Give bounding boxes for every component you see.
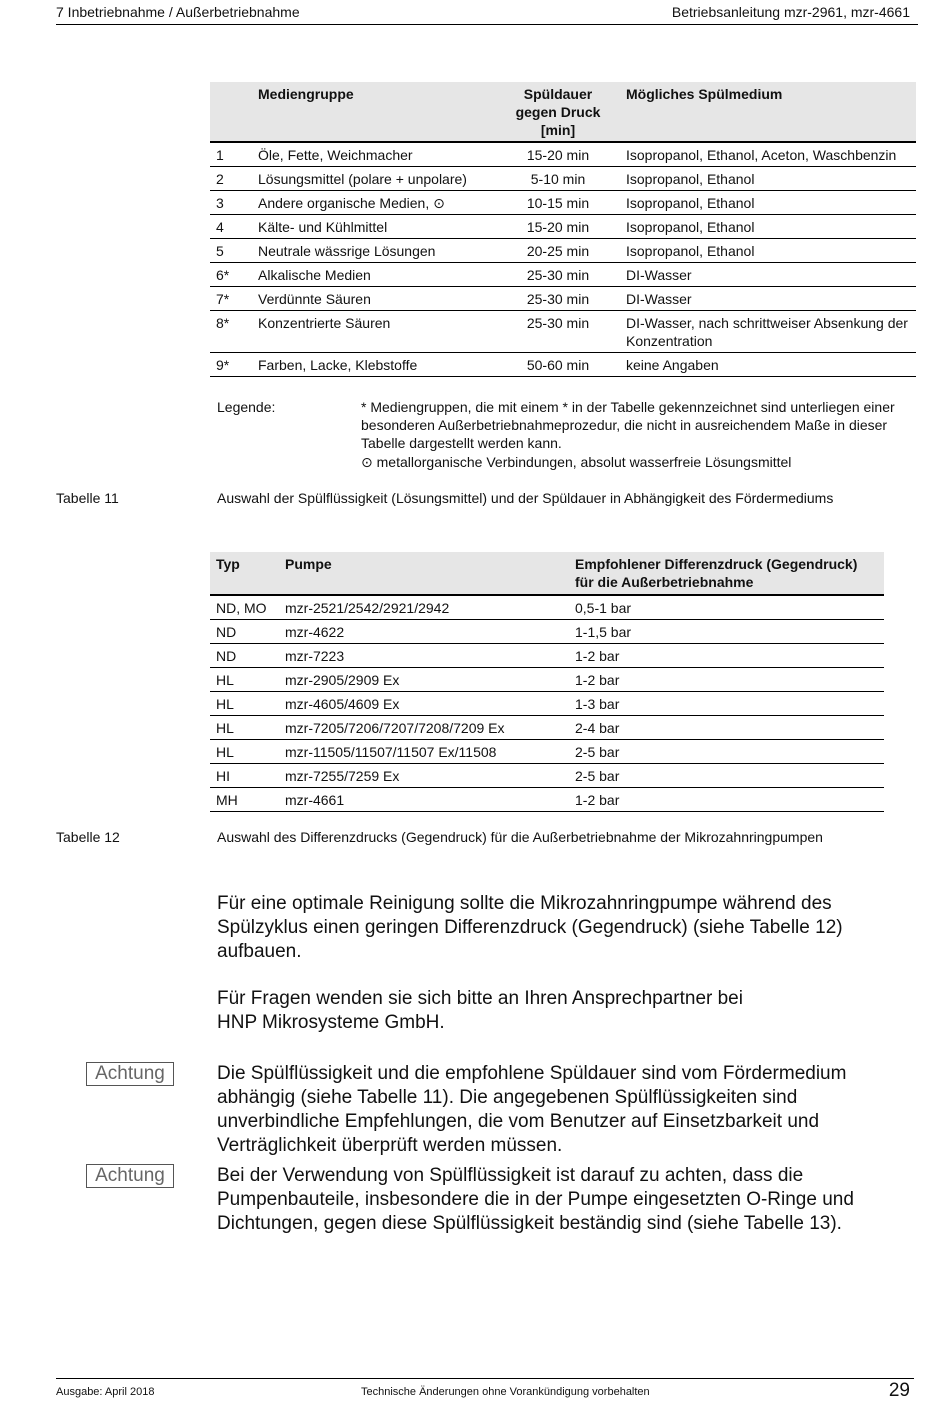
cell-mediengruppe: Öle, Fette, Weichmacher bbox=[258, 147, 413, 163]
table-row bbox=[210, 668, 884, 692]
cell-nr: 3 bbox=[216, 195, 224, 211]
cell-differenzdruck: 1-2 bar bbox=[575, 792, 620, 808]
cell-typ: HL bbox=[216, 744, 234, 760]
page-number: 29 bbox=[888, 1380, 910, 1401]
cell-nr: 1 bbox=[216, 147, 224, 163]
table-row bbox=[210, 353, 916, 377]
table-row bbox=[210, 167, 916, 191]
cell-differenzdruck: 1-2 bar bbox=[575, 648, 620, 664]
cell-typ: ND bbox=[216, 648, 237, 664]
cell-pumpe: mzr-2521/2542/2921/2942 bbox=[285, 600, 450, 616]
cell-pumpe: mzr-4622 bbox=[285, 624, 345, 640]
cell-differenzdruck: 2-4 bar bbox=[575, 720, 620, 736]
table-row bbox=[210, 620, 884, 644]
paragraph-cleaning: Für eine optimale Reinigung sollte die Mikrozahnringpumpe während des Spülzyklus einen geringen Differenzdruck (Gegendruck) (siehe Tabelle 12) aufbauen. bbox=[217, 893, 843, 962]
cell-spueldauer: 15-20 min bbox=[526, 147, 590, 163]
cell-pumpe: mzr-4605/4609 Ex bbox=[285, 696, 400, 712]
footer-notice: Technische Änderungen ohne Vorankündigung vorbehalten bbox=[361, 1386, 650, 1398]
table-row bbox=[210, 788, 884, 812]
cell-mediengruppe: Verdünnte Säuren bbox=[258, 291, 371, 307]
cell-spueldauer: 25-30 min bbox=[526, 267, 590, 283]
table-row bbox=[210, 692, 884, 716]
table-11 bbox=[210, 82, 916, 377]
cell-nr: 7* bbox=[216, 291, 230, 307]
cell-typ: ND, MO bbox=[216, 600, 267, 616]
cell-spuelmedium: DI-Wasser, nach schrittweiser Absenkung der Konzentration bbox=[626, 315, 908, 349]
header-chapter: 7 Inbetriebnahme / Außerbetriebnahme bbox=[56, 4, 300, 20]
col-header-nr bbox=[210, 82, 252, 142]
cell-spueldauer: 20-25 min bbox=[526, 243, 590, 259]
warning-text-material-compatibility: Bei der Verwendung von Spülflüssigkeit ist darauf zu achten, dass die Pumpenbauteile, insbesondere die in der Pumpe eingesetzten O-Ringe und Dichtungen, gegen diese Spülflüssigkeit beständig sind (siehe Tabelle 13). bbox=[217, 1165, 854, 1234]
legend-star-text: * Mediengruppen, die mit einem * in der Tabelle gekennzeichnet sind unterliegen einer besonderen Außerbetriebnahmeprozedur, die nicht in ausreichendem Maße in dieser Tabelle dargestellt werden kann. bbox=[361, 399, 895, 451]
table-row bbox=[210, 191, 916, 215]
cell-nr: 4 bbox=[216, 219, 224, 235]
cell-differenzdruck: 1-2 bar bbox=[575, 672, 620, 688]
cell-spueldauer: 25-30 min bbox=[526, 291, 590, 307]
cell-spuelmedium: DI-Wasser bbox=[626, 291, 692, 307]
table-row bbox=[210, 764, 884, 788]
cell-spuelmedium: Isopropanol, Ethanol bbox=[626, 171, 755, 187]
cell-typ: HL bbox=[216, 720, 234, 736]
cell-mediengruppe: Konzentrierte Säuren bbox=[258, 315, 391, 331]
col-header-differenzdruck: Empfohlener Differenzdruck (Gegendruck) für die Außerbetriebnahme bbox=[575, 556, 858, 590]
cell-typ: ND bbox=[216, 624, 237, 640]
cell-mediengruppe: Alkalische Medien bbox=[258, 267, 371, 283]
col-header-typ: Typ bbox=[216, 556, 240, 572]
table-11-caption: Auswahl der Spülflüssigkeit (Lösungsmittel) und der Spüldauer in Abhängigkeit des Fördermediums bbox=[217, 490, 834, 506]
cell-pumpe: mzr-2905/2909 Ex bbox=[285, 672, 400, 688]
cell-spuelmedium: Isopropanol, Ethanol bbox=[626, 219, 755, 235]
table-12-caption-label: Tabelle 12 bbox=[56, 829, 120, 845]
table-row bbox=[210, 311, 916, 353]
cell-differenzdruck: 1-1,5 bar bbox=[575, 624, 632, 640]
col-header-mediengruppe: Mediengruppe bbox=[258, 86, 354, 102]
cell-differenzdruck: 1-3 bar bbox=[575, 696, 620, 712]
cell-typ: MH bbox=[216, 792, 238, 808]
cell-mediengruppe: Kälte- und Kühlmittel bbox=[258, 219, 388, 235]
cell-nr: 9* bbox=[216, 357, 230, 373]
table-row bbox=[210, 740, 884, 764]
warning-label: Achtung bbox=[86, 1062, 174, 1086]
cell-spuelmedium: Isopropanol, Ethanol, Aceton, Waschbenzin bbox=[626, 147, 897, 163]
cell-pumpe: mzr-4661 bbox=[285, 792, 345, 808]
footer-edition: Ausgabe: April 2018 bbox=[56, 1386, 155, 1398]
cell-spuelmedium: DI-Wasser bbox=[626, 267, 692, 283]
legend-circle-text: ⊙ metallorganische Verbindungen, absolut wasserfreie Lösungsmittel bbox=[361, 454, 792, 470]
table-11-caption-label: Tabelle 11 bbox=[56, 490, 119, 506]
col-header-spueldauer: Spüldauer gegen Druck [min] bbox=[515, 86, 601, 138]
cell-nr: 6* bbox=[216, 267, 230, 283]
table-header-row bbox=[210, 82, 916, 142]
cell-spuelmedium: keine Angaben bbox=[626, 357, 719, 373]
cell-typ: HL bbox=[216, 696, 234, 712]
cell-pumpe: mzr-11505/11507/11507 Ex/11508 bbox=[285, 744, 497, 760]
cell-differenzdruck: 2-5 bar bbox=[575, 744, 620, 760]
cell-spueldauer: 25-30 min bbox=[526, 315, 590, 331]
col-header-spuelmedium: Mögliches Spülmedium bbox=[626, 86, 783, 102]
cell-pumpe: mzr-7223 bbox=[285, 648, 345, 664]
cell-spueldauer: 5-10 min bbox=[530, 171, 586, 187]
table-row bbox=[210, 595, 884, 620]
cell-typ: HL bbox=[216, 672, 234, 688]
table-row bbox=[210, 644, 884, 668]
legend-label: Legende: bbox=[217, 399, 276, 415]
cell-spuelmedium: Isopropanol, Ethanol bbox=[626, 195, 755, 211]
cell-mediengruppe: Neutrale wässrige Lösungen bbox=[258, 243, 436, 259]
table-row bbox=[210, 263, 916, 287]
footer-rule bbox=[56, 1378, 914, 1379]
col-header-pumpe: Pumpe bbox=[285, 556, 332, 572]
table-row bbox=[210, 215, 916, 239]
header-manual-title: Betriebsanleitung mzr-2961, mzr-4661 bbox=[671, 4, 910, 20]
cell-spuelmedium: Isopropanol, Ethanol bbox=[626, 243, 755, 259]
table-12-caption: Auswahl des Differenzdrucks (Gegendruck) für die Außerbetriebnahme der Mikrozahnringpumpen bbox=[217, 829, 823, 845]
table-row bbox=[210, 716, 884, 740]
cell-typ: HI bbox=[216, 768, 230, 784]
cell-nr: 2 bbox=[216, 171, 224, 187]
cell-differenzdruck: 0,5-1 bar bbox=[575, 600, 632, 616]
cell-pumpe: mzr-7205/7206/7207/7208/7209 Ex bbox=[285, 720, 505, 736]
cell-spueldauer: 10-15 min bbox=[526, 195, 590, 211]
header-rule bbox=[56, 24, 918, 25]
cell-mediengruppe: Farben, Lacke, Klebstoffe bbox=[258, 357, 418, 373]
cell-mediengruppe: Lösungsmittel (polare + unpolare) bbox=[258, 171, 467, 187]
cell-spueldauer: 15-20 min bbox=[526, 219, 590, 235]
cell-nr: 5 bbox=[216, 243, 224, 259]
cell-pumpe: mzr-7255/7259 Ex bbox=[285, 768, 400, 784]
warning-label: Achtung bbox=[86, 1164, 174, 1188]
paragraph-contact: Für Fragen wenden sie sich bitte an Ihren Ansprechpartner bei HNP Mikrosysteme GmbH. bbox=[217, 988, 743, 1033]
table-header-row bbox=[210, 552, 884, 595]
cell-differenzdruck: 2-5 bar bbox=[575, 768, 620, 784]
warning-text-flushing-medium: Die Spülflüssigkeit und die empfohlene Spüldauer sind vom Fördermedium abhängig (siehe Tabelle 11). Die angegebenen Spülflüssigkeiten sind unverbindliche Empfehlungen, die vom Benutzer auf Einsetzbarkeit und Verträglichkeit überprüft werden müssen. bbox=[217, 1063, 847, 1156]
cell-spueldauer: 50-60 min bbox=[526, 357, 590, 373]
cell-mediengruppe: Andere organische Medien, ⊙ bbox=[258, 195, 445, 211]
table-row bbox=[210, 287, 916, 311]
table-row bbox=[210, 142, 916, 167]
cell-nr: 8* bbox=[216, 315, 230, 331]
table-row bbox=[210, 239, 916, 263]
table-12 bbox=[210, 552, 884, 812]
